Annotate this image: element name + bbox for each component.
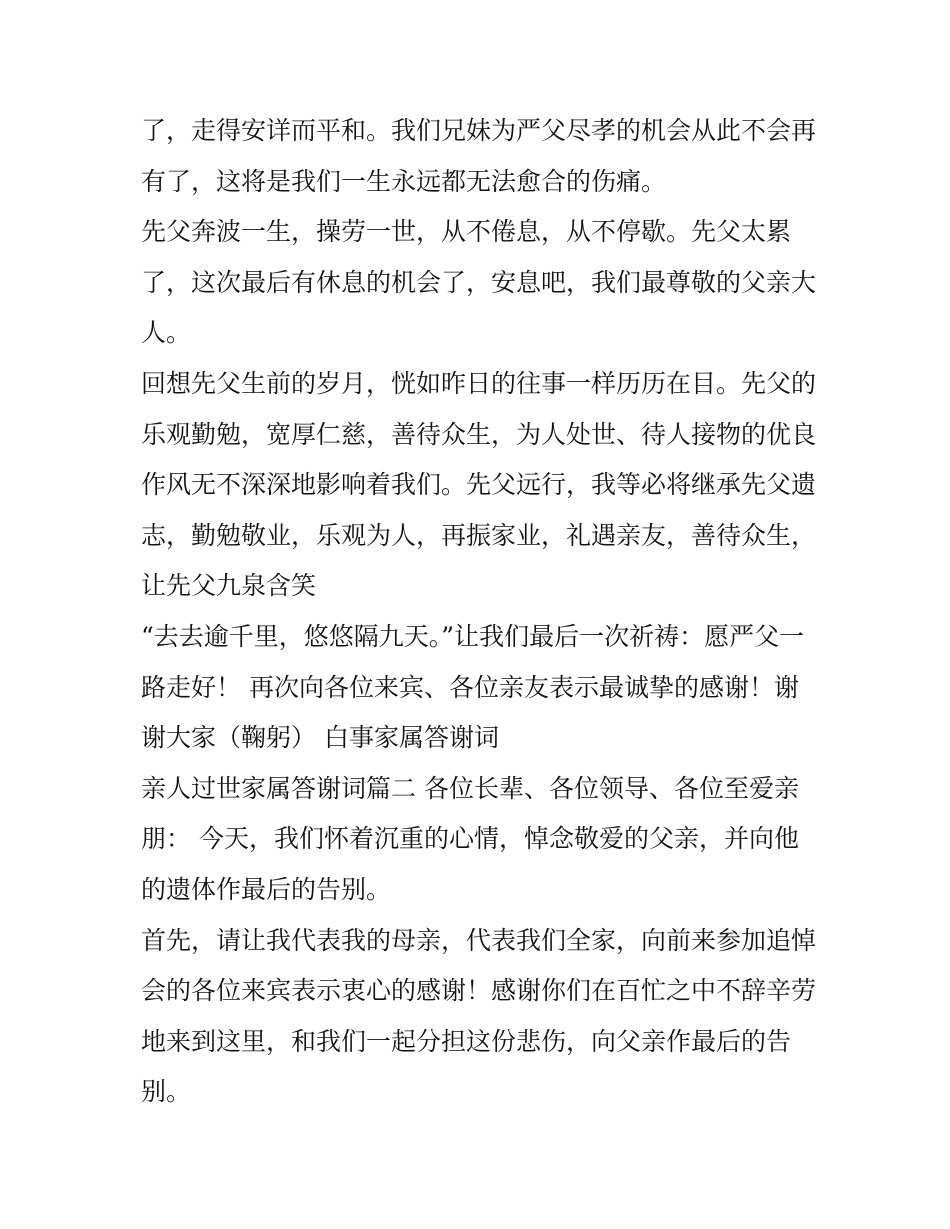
text-line: 的遗体作最后的告别。 <box>141 874 392 904</box>
text-line: 志，勤勉敬业，乐观为人，再振家业，礼遇亲友，善待众生， <box>141 520 817 550</box>
text-line: 有了，这将是我们一生永远都无法愈合的伤痛。 <box>141 166 667 196</box>
text-line: 首先，请让我代表我的母亲，代表我们全家，向前来参加追悼 <box>141 925 817 955</box>
text-line: 了，走得安详而平和。我们兄妹为严父尽孝的机会从此不会再 <box>141 116 817 145</box>
text-line: 地来到这里，和我们一起分担这份悲伤，向父亲作最后的告 <box>141 1026 792 1056</box>
text-line: 亲人过世家属答谢词篇二 各位长辈、各位领导、各位至爱亲 <box>141 773 799 803</box>
text-line: “去去逾千里，悠悠隔九天。”让我们最后一次祈祷：愿严父一 <box>141 621 805 651</box>
text-line: 朋： 今天，我们怀着沉重的心情，悼念敬爱的父亲，并向他 <box>141 824 799 854</box>
text-line: 作风无不深深地影响着我们。先父远行，我等必将继承先父遗 <box>141 470 817 500</box>
text-line: 谢大家（鞠躬） 白事家属答谢词 <box>141 723 499 753</box>
text-line: 乐观勤勉，宽厚仁慈，善待众生，为人处世、待人接物的优良 <box>141 419 817 449</box>
text-line: 别。 <box>141 1077 192 1107</box>
document-body <box>141 106 821 1118</box>
text-line: 先父奔波一生，操劳一世，从不倦息，从不停歇。先父太累 <box>141 217 792 247</box>
text-line: 回想先父生前的岁月，恍如昨日的往事一样历历在目。先父的 <box>141 368 817 398</box>
text-line: 了，这次最后有休息的机会了，安息吧，我们最尊敬的父亲大 <box>141 267 817 297</box>
text-line: 路走好！ 再次向各位来宾、各位亲友表示最诚挚的感谢！谢 <box>141 672 799 702</box>
text-line: 让先父九泉含笑 <box>141 571 317 601</box>
text-line: 人。 <box>141 318 192 348</box>
text-line: 会的各位来宾表示衷心的感谢！感谢你们在百忙之中不辞辛劳 <box>141 976 817 1006</box>
